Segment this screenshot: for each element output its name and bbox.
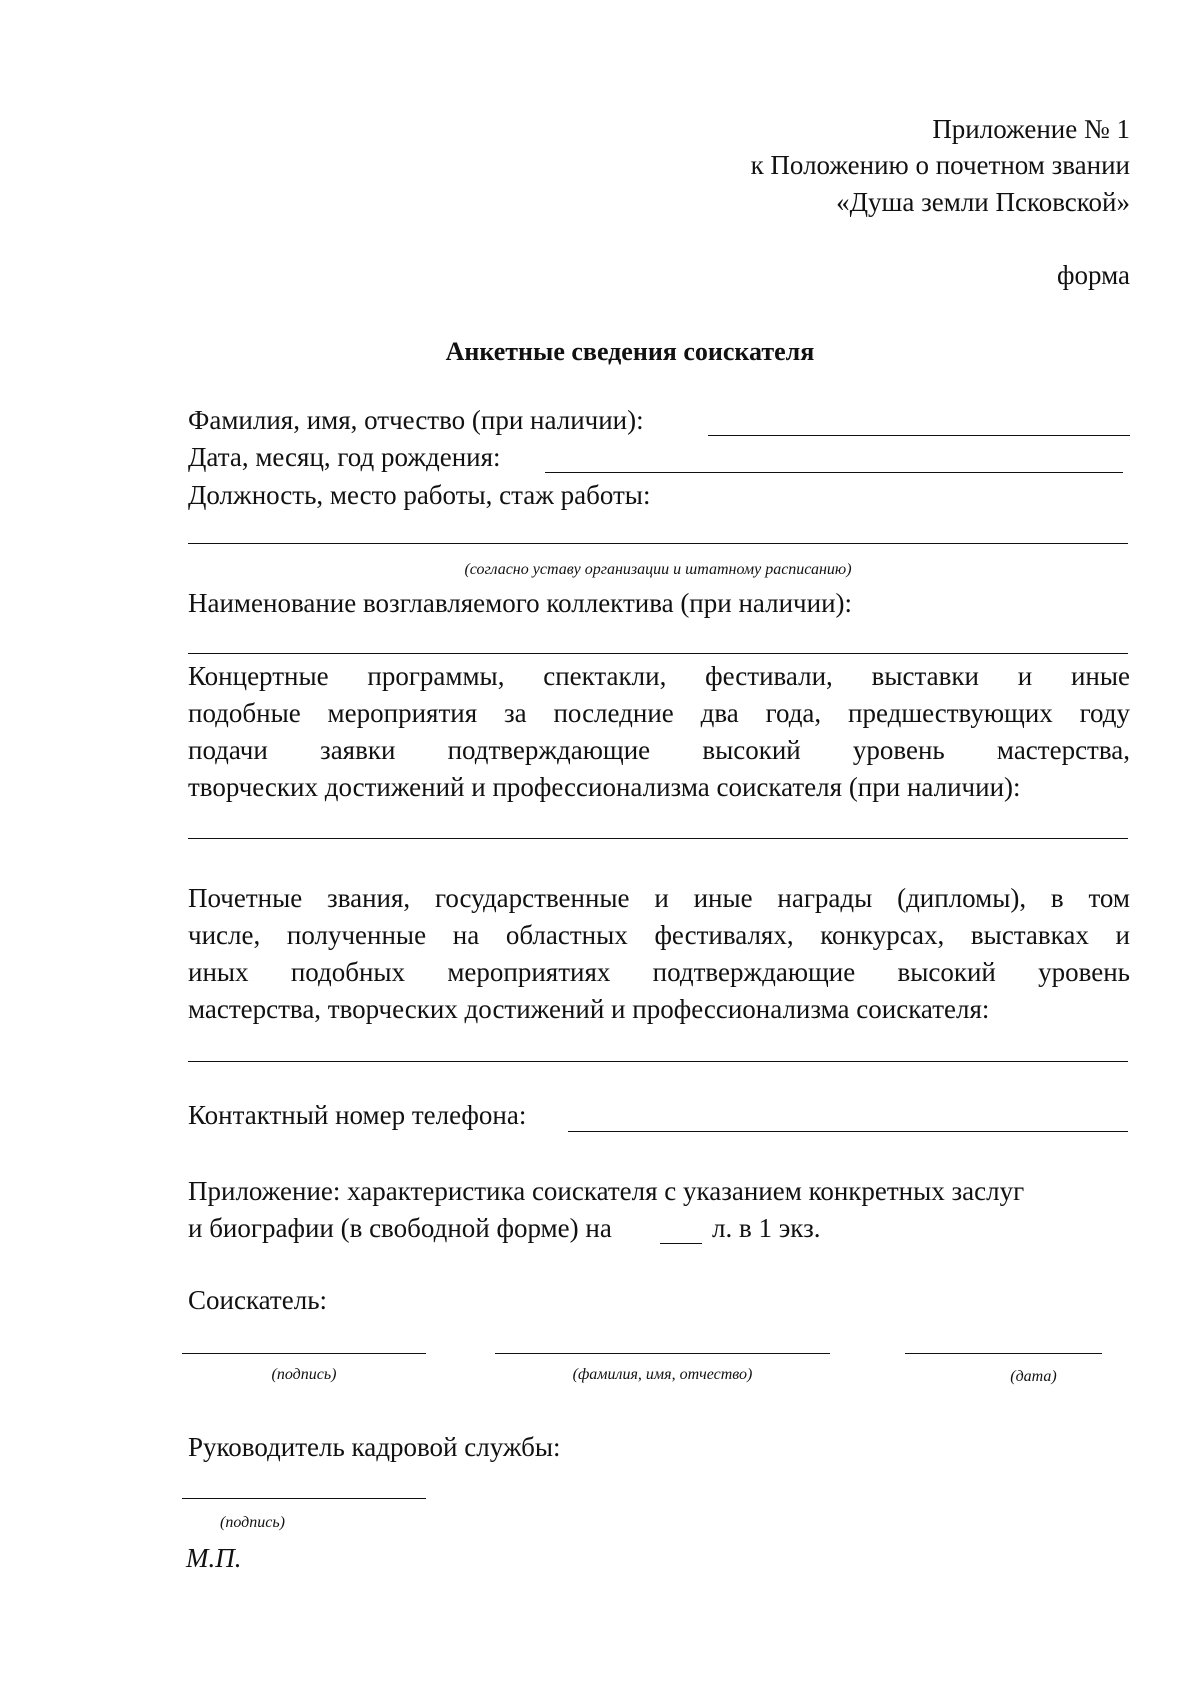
awards-input-line[interactable] xyxy=(188,1061,1128,1062)
collective-label: Наименование возглавляемого коллектива (при наличии): xyxy=(188,588,853,618)
hr-signature-hint: (подпись) xyxy=(220,1514,285,1531)
form-label: форма xyxy=(1057,260,1130,290)
phone-label: Контактный номер телефона: xyxy=(188,1100,527,1130)
name-hint: (фамилия, имя, отчество) xyxy=(572,1366,753,1383)
events-line: творческих достижений и профессионализма соискателя (при наличии): xyxy=(188,772,1021,802)
position-label: Должность, место работы, стаж работы: xyxy=(188,480,651,510)
attachment-copies-text: л. в 1 экз. xyxy=(712,1213,821,1243)
attachment-pages-text: и биографии (в свободной форме) на xyxy=(188,1213,612,1243)
applicant-name-line[interactable] xyxy=(495,1353,830,1354)
hr-head-label: Руководитель кадровой службы: xyxy=(188,1432,561,1462)
events-line: Концертные программы, спектакли, фестивали, выставки и иные xyxy=(188,661,1130,691)
applicant-label: Соискатель: xyxy=(188,1285,328,1315)
attachment-line: Приложение: характеристика соискателя с указанием конкретных заслуг xyxy=(188,1176,1025,1206)
hr-signature-line[interactable] xyxy=(182,1498,426,1499)
birth-input-line[interactable] xyxy=(545,472,1123,473)
fio-label: Фамилия, имя, отчество (при наличии): xyxy=(188,405,644,435)
events-paragraph xyxy=(188,661,1130,809)
awards-line: иных подобных мероприятиях подтверждающие высокий уровень xyxy=(188,957,1130,987)
awards-line: мастерства, творческих достижений и профессионализма соискателя: xyxy=(188,994,990,1024)
stamp-place: М.П. xyxy=(186,1543,242,1573)
awards-line: Почетные звания, государственные и иные награды (дипломы), в том xyxy=(188,883,1130,913)
events-line: подачи заявки подтверждающие высокий уровень мастерства, xyxy=(188,735,1130,765)
events-line: подобные мероприятия за последние два года, предшествующих году xyxy=(188,698,1130,728)
birth-label: Дата, месяц, год рождения: xyxy=(188,442,501,472)
phone-input-line[interactable] xyxy=(568,1131,1128,1132)
awards-paragraph xyxy=(188,883,1130,1031)
events-input-line[interactable] xyxy=(188,838,1128,839)
position-hint: (согласно уставу организации и штатному расписанию) xyxy=(464,561,852,578)
appendix-title: «Душа земли Псковской» xyxy=(836,187,1130,217)
awards-line: числе, полученные на областных фестивалях, конкурсах, выставках и xyxy=(188,920,1130,950)
appendix-reference: к Положению о почетном звании xyxy=(750,150,1130,180)
applicant-signature-line[interactable] xyxy=(182,1353,426,1354)
position-input-line[interactable] xyxy=(188,543,1128,544)
signature-hint: (подпись) xyxy=(271,1366,337,1383)
applicant-date-line[interactable] xyxy=(905,1353,1102,1354)
collective-input-line[interactable] xyxy=(188,653,1128,654)
date-hint: (дата) xyxy=(1010,1368,1057,1385)
appendix-number: Приложение № 1 xyxy=(932,114,1130,144)
attachment-pages-input[interactable] xyxy=(660,1243,702,1244)
document-title: Анкетные сведения соискателя xyxy=(445,337,815,366)
fio-input-line[interactable] xyxy=(708,435,1130,436)
